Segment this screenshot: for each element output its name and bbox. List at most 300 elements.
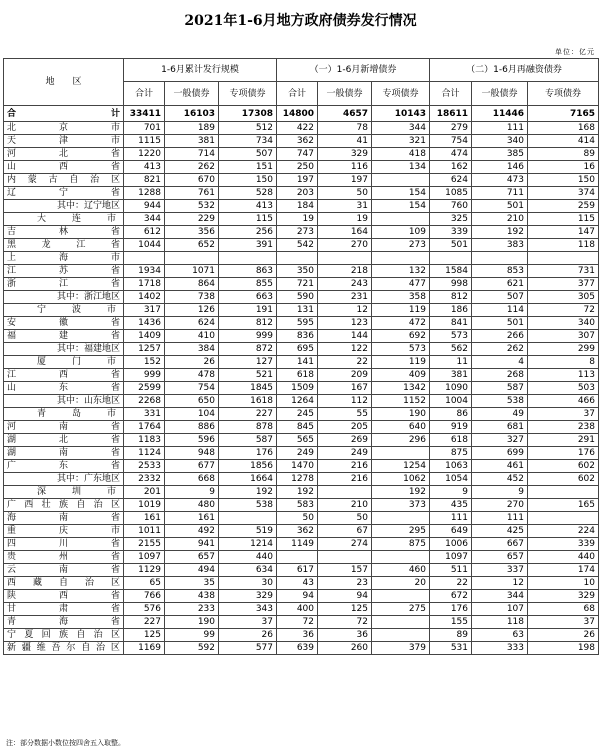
value-cell: 231 <box>318 291 372 304</box>
value-cell: 878 <box>219 421 277 434</box>
value-cell: 812 <box>430 291 472 304</box>
table-row <box>4 265 599 278</box>
table-row <box>4 213 599 226</box>
region-name <box>7 525 120 537</box>
value-cell: 1934 <box>124 265 165 278</box>
value-cell: 2155 <box>124 538 165 551</box>
value-cell: 344 <box>372 122 430 135</box>
region-name-char: 东 <box>58 461 68 471</box>
value-cell: 291 <box>528 434 599 447</box>
region-name <box>7 551 120 563</box>
value-cell: 273 <box>372 239 430 252</box>
value-cell: 329 <box>528 590 599 603</box>
value-cell: 507 <box>219 148 277 161</box>
value-cell: 1264 <box>277 395 318 408</box>
region-name-char: 苏 <box>58 266 68 276</box>
value-cell: 875 <box>430 447 472 460</box>
region-name-char: 维 <box>36 643 46 653</box>
total-cell: 14800 <box>277 106 318 122</box>
value-cell: 35 <box>165 577 219 590</box>
value-cell: 203 <box>277 187 318 200</box>
value-cell: 50 <box>277 512 318 525</box>
value-cell: 731 <box>528 265 599 278</box>
value-cell: 738 <box>165 291 219 304</box>
value-cell: 122 <box>318 343 372 356</box>
region-name-char: 福 <box>7 331 17 341</box>
value-cell: 317 <box>124 304 165 317</box>
total-label <box>4 106 124 122</box>
value-cell: 358 <box>372 291 430 304</box>
value-cell: 650 <box>165 395 219 408</box>
region-name-cell <box>4 629 124 642</box>
value-cell: 596 <box>165 434 219 447</box>
region-name-char: 门 <box>71 357 81 367</box>
value-cell: 144 <box>318 330 372 343</box>
value-cell: 864 <box>165 278 219 291</box>
value-cell: 192 <box>219 486 277 499</box>
region-name-cell <box>4 213 124 226</box>
sub-header-general: 一般债券 <box>165 82 219 106</box>
value-cell: 886 <box>165 421 219 434</box>
region-name <box>7 408 120 420</box>
region-name-cell <box>4 590 124 603</box>
value-cell: 191 <box>219 304 277 317</box>
value-cell: 863 <box>219 265 277 278</box>
value-cell: 37 <box>528 616 599 629</box>
value-cell: 55 <box>318 408 372 421</box>
region-name <box>7 629 120 641</box>
region-name-char: 青 <box>7 617 17 627</box>
value-cell: 68 <box>528 603 599 616</box>
region-name-char: 藏 <box>32 578 42 588</box>
value-cell: 162 <box>430 161 472 174</box>
value-cell: 576 <box>124 603 165 616</box>
region-name-cell <box>4 512 124 525</box>
region-name <box>7 304 120 316</box>
value-cell: 573 <box>430 330 472 343</box>
region-name-cell <box>4 434 124 447</box>
value-cell: 43 <box>277 577 318 590</box>
value-cell: 452 <box>472 473 528 486</box>
value-cell: 22 <box>430 577 472 590</box>
table-row <box>4 317 599 330</box>
value-cell: 422 <box>277 122 318 135</box>
region-name-char: 省 <box>110 565 120 575</box>
value-cell: 49 <box>472 408 528 421</box>
table-row <box>4 603 599 616</box>
value-cell: 4 <box>472 356 528 369</box>
region-name <box>7 499 120 511</box>
value-cell: 123 <box>318 317 372 330</box>
value-cell: 587 <box>219 434 277 447</box>
region-name-char: 黑 <box>7 240 17 250</box>
region-name-char: 区 <box>110 643 120 653</box>
region-name-cell <box>4 642 124 655</box>
region-name <box>7 590 120 602</box>
value-cell: 99 <box>165 629 219 642</box>
region-name-char: 自 <box>69 175 79 185</box>
value-cell: 1124 <box>124 447 165 460</box>
footnote: 注：部分数据小数位按四舍五入取整。 <box>6 739 125 747</box>
value-cell: 229 <box>165 213 219 226</box>
value-cell: 494 <box>165 564 219 577</box>
value-cell: 340 <box>472 135 528 148</box>
value-cell: 151 <box>219 161 277 174</box>
value-cell: 104 <box>165 408 219 421</box>
region-name-char: 肃 <box>58 604 68 614</box>
value-cell: 321 <box>372 135 430 148</box>
value-cell: 11 <box>430 356 472 369</box>
value-cell: 714 <box>165 148 219 161</box>
value-cell: 331 <box>124 408 165 421</box>
region-name-char: 市 <box>106 357 116 367</box>
value-cell: 379 <box>372 642 430 655</box>
value-cell: 343 <box>219 603 277 616</box>
value-cell: 356 <box>165 226 219 239</box>
region-name-char: 治 <box>93 630 103 640</box>
value-cell: 667 <box>472 538 528 551</box>
region-name-char: 宁 <box>37 305 47 315</box>
region-name-cell <box>4 174 124 187</box>
value-cell: 473 <box>472 174 528 187</box>
region-name-char: 省 <box>110 279 120 289</box>
region-name-char: 省 <box>110 604 120 614</box>
value-cell: 532 <box>165 200 219 213</box>
value-cell: 201 <box>124 486 165 499</box>
table-row <box>4 551 599 564</box>
value-cell: 754 <box>165 382 219 395</box>
region-name-char: 省 <box>110 435 120 445</box>
region-name-char: 省 <box>110 552 120 562</box>
region-name-char: 北 <box>7 123 17 133</box>
region-name-char: 吉 <box>7 227 17 237</box>
total-row <box>4 106 599 122</box>
value-cell: 872 <box>219 343 277 356</box>
region-name-cell <box>4 356 124 369</box>
value-cell: 766 <box>124 590 165 603</box>
region-name-cell <box>4 564 124 577</box>
region-name-char: 河 <box>7 422 17 432</box>
region-name-cell <box>4 226 124 239</box>
value-cell: 111 <box>472 512 528 525</box>
region-name <box>7 148 120 160</box>
region-name <box>7 174 120 186</box>
table-row <box>4 434 599 447</box>
region-name-char: 省 <box>110 370 120 380</box>
region-name-char: 北 <box>58 435 68 445</box>
region-name-char: 南 <box>58 448 68 458</box>
value-cell: 919 <box>430 421 472 434</box>
value-cell: 12 <box>472 577 528 590</box>
sub-header-special: 专项债券 <box>528 82 599 106</box>
value-cell: 189 <box>165 122 219 135</box>
value-cell: 652 <box>165 239 219 252</box>
value-cell <box>372 551 430 564</box>
value-cell: 1509 <box>277 382 318 395</box>
region-name-char: 上 <box>7 253 17 263</box>
region-name-char: 省 <box>110 383 120 393</box>
value-cell: 329 <box>219 590 277 603</box>
value-cell: 350 <box>277 265 318 278</box>
value-cell: 501 <box>430 239 472 252</box>
value-cell: 146 <box>472 161 528 174</box>
value-cell: 8 <box>528 356 599 369</box>
region-name <box>7 278 120 290</box>
value-cell: 413 <box>124 161 165 174</box>
region-name <box>7 447 120 459</box>
value-cell <box>318 486 372 499</box>
region-name-char: 省 <box>110 539 120 549</box>
value-cell: 998 <box>430 278 472 291</box>
table-row <box>4 187 599 200</box>
value-cell: 721 <box>277 278 318 291</box>
value-cell: 327 <box>472 434 528 447</box>
value-cell: 1054 <box>430 473 472 486</box>
value-cell: 478 <box>165 369 219 382</box>
value-cell: 657 <box>472 551 528 564</box>
value-cell: 329 <box>318 148 372 161</box>
region-name-char: 广 <box>7 500 17 510</box>
table-row <box>4 174 599 187</box>
region-name-char: 省 <box>110 617 120 627</box>
group-header-refinancing: （二）1-6月再融资债券 <box>430 59 599 82</box>
value-cell: 677 <box>165 460 219 473</box>
region-name <box>7 616 120 628</box>
sub-header-total: 合计 <box>124 82 165 106</box>
value-cell: 1115 <box>124 135 165 148</box>
value-cell: 1097 <box>124 551 165 564</box>
table-row <box>4 564 599 577</box>
value-cell: 538 <box>472 395 528 408</box>
value-cell: 107 <box>472 603 528 616</box>
region-name-char: 辽 <box>7 188 17 198</box>
value-cell: 573 <box>372 343 430 356</box>
value-cell: 2599 <box>124 382 165 395</box>
value-cell: 176 <box>219 447 277 460</box>
region-name-char: 贵 <box>7 552 17 562</box>
value-cell: 154 <box>372 200 430 213</box>
region-name <box>7 356 120 368</box>
value-cell: 26 <box>165 356 219 369</box>
region-name-char: 江 <box>76 240 86 250</box>
region-name-char: 自 <box>76 500 86 510</box>
value-cell: 176 <box>430 603 472 616</box>
region-name-cell <box>4 538 124 551</box>
value-cell: 78 <box>318 122 372 135</box>
region-name-char: 区 <box>110 500 120 510</box>
value-cell: 577 <box>219 642 277 655</box>
value-cell: 245 <box>277 408 318 421</box>
value-cell: 663 <box>219 291 277 304</box>
value-cell: 89 <box>528 148 599 161</box>
region-name-char: 省 <box>110 513 120 523</box>
region-name-char: 天 <box>7 136 17 146</box>
region-name <box>7 122 120 134</box>
region-name-char: 川 <box>58 539 68 549</box>
region-name-char: 省 <box>110 227 120 237</box>
value-cell: 1149 <box>277 538 318 551</box>
value-cell: 26 <box>219 629 277 642</box>
value-cell: 23 <box>318 577 372 590</box>
value-cell: 634 <box>219 564 277 577</box>
region-name-char: 族 <box>58 630 68 640</box>
value-cell <box>472 252 528 265</box>
value-cell: 275 <box>372 603 430 616</box>
region-name-char: 州 <box>58 552 68 562</box>
value-cell: 65 <box>124 577 165 590</box>
table-row <box>4 356 599 369</box>
value-cell: 197 <box>277 174 318 187</box>
total-cell: 18611 <box>430 106 472 122</box>
value-cell: 1618 <box>219 395 277 408</box>
value-cell: 340 <box>528 317 599 330</box>
value-cell: 1257 <box>124 343 165 356</box>
value-cell: 116 <box>318 161 372 174</box>
value-cell: 381 <box>165 135 219 148</box>
value-cell: 507 <box>472 291 528 304</box>
value-cell: 501 <box>472 200 528 213</box>
sub-header-total: 合计 <box>430 82 472 106</box>
value-cell: 86 <box>430 408 472 421</box>
value-cell: 1220 <box>124 148 165 161</box>
value-cell: 409 <box>372 369 430 382</box>
value-cell: 30 <box>219 577 277 590</box>
value-cell: 562 <box>430 343 472 356</box>
region-name <box>7 460 120 472</box>
table-row <box>4 148 599 161</box>
value-cell: 337 <box>472 564 528 577</box>
value-cell: 373 <box>372 499 430 512</box>
value-cell: 31 <box>318 200 372 213</box>
value-cell: 190 <box>372 408 430 421</box>
region-name-char: 区 <box>110 630 120 640</box>
value-cell <box>372 590 430 603</box>
region-name-cell <box>4 486 124 499</box>
value-cell: 425 <box>472 525 528 538</box>
region-name-char: 广 <box>7 461 17 471</box>
value-cell: 115 <box>528 213 599 226</box>
region-name-char: 波 <box>71 305 81 315</box>
value-cell: 119 <box>372 304 430 317</box>
region-name-cell <box>4 343 124 356</box>
sub-header-general: 一般债券 <box>318 82 372 106</box>
value-cell: 63 <box>472 629 528 642</box>
region-name-char: 市 <box>106 409 116 419</box>
region-name-char: 山 <box>7 162 17 172</box>
region-name-char: 治 <box>96 643 106 653</box>
value-cell: 377 <box>528 278 599 291</box>
value-cell: 176 <box>528 447 599 460</box>
value-cell: 20 <box>372 577 430 590</box>
region-name-char: 西 <box>58 370 68 380</box>
value-cell: 941 <box>165 538 219 551</box>
value-cell: 111 <box>472 122 528 135</box>
value-cell <box>372 512 430 525</box>
value-cell: 113 <box>528 369 599 382</box>
value-cell: 383 <box>472 239 528 252</box>
region-name-char: 连 <box>71 214 81 224</box>
table-row <box>4 642 599 655</box>
table-row <box>4 421 599 434</box>
region-name-cell <box>4 577 124 590</box>
unit-label: 单位：亿元 <box>555 48 595 56</box>
table-row <box>4 161 599 174</box>
value-cell: 391 <box>219 239 277 252</box>
value-cell: 174 <box>528 564 599 577</box>
region-name-char: 南 <box>58 513 68 523</box>
value-cell: 612 <box>124 226 165 239</box>
region-name-cell <box>4 278 124 291</box>
value-cell: 19 <box>277 213 318 226</box>
value-cell <box>277 252 318 265</box>
region-name-char: 龙 <box>41 240 51 250</box>
region-name-cell <box>4 421 124 434</box>
value-cell: 1402 <box>124 291 165 304</box>
value-cell: 836 <box>277 330 318 343</box>
value-cell: 695 <box>277 343 318 356</box>
region-name-char: 治 <box>93 500 103 510</box>
region-name-char: 省 <box>110 188 120 198</box>
value-cell <box>528 486 599 499</box>
value-cell: 216 <box>318 460 372 473</box>
region-name-char: 江 <box>7 370 17 380</box>
region-name-cell <box>4 369 124 382</box>
total-cell: 33411 <box>124 106 165 122</box>
table-row <box>4 486 599 499</box>
region-name-char: 夏 <box>24 630 34 640</box>
value-cell: 268 <box>472 369 528 382</box>
table-row <box>4 226 599 239</box>
value-cell: 273 <box>277 226 318 239</box>
region-name-char: 族 <box>58 500 68 510</box>
region-name-char: 湖 <box>7 448 17 458</box>
table-row <box>4 629 599 642</box>
value-cell: 1342 <box>372 382 430 395</box>
region-name-cell <box>4 408 124 421</box>
value-cell: 192 <box>372 486 430 499</box>
value-cell: 210 <box>472 213 528 226</box>
region-name-char: 区 <box>110 578 120 588</box>
value-cell: 154 <box>372 187 430 200</box>
value-cell: 67 <box>318 525 372 538</box>
region-name: 其中：浙江地区 <box>56 292 120 302</box>
value-cell: 668 <box>165 473 219 486</box>
value-cell: 999 <box>124 369 165 382</box>
total-cell: 10143 <box>372 106 430 122</box>
value-cell: 519 <box>219 525 277 538</box>
value-cell: 385 <box>472 148 528 161</box>
region-name <box>7 421 120 433</box>
value-cell: 249 <box>318 447 372 460</box>
value-cell: 279 <box>430 122 472 135</box>
value-cell <box>372 213 430 226</box>
table-row <box>4 577 599 590</box>
value-cell: 164 <box>318 226 372 239</box>
value-cell: 9 <box>472 486 528 499</box>
value-cell: 50 <box>318 512 372 525</box>
value-cell: 72 <box>318 616 372 629</box>
region-name-cell <box>4 330 124 343</box>
table-row <box>4 330 599 343</box>
total-cell: 4657 <box>318 106 372 122</box>
total-cell: 7165 <box>528 106 599 122</box>
value-cell: 190 <box>165 616 219 629</box>
value-cell: 461 <box>472 460 528 473</box>
region-name-char: 自 <box>76 630 86 640</box>
value-cell: 238 <box>528 421 599 434</box>
region-name-char: 海 <box>58 253 68 263</box>
value-cell: 26 <box>528 629 599 642</box>
